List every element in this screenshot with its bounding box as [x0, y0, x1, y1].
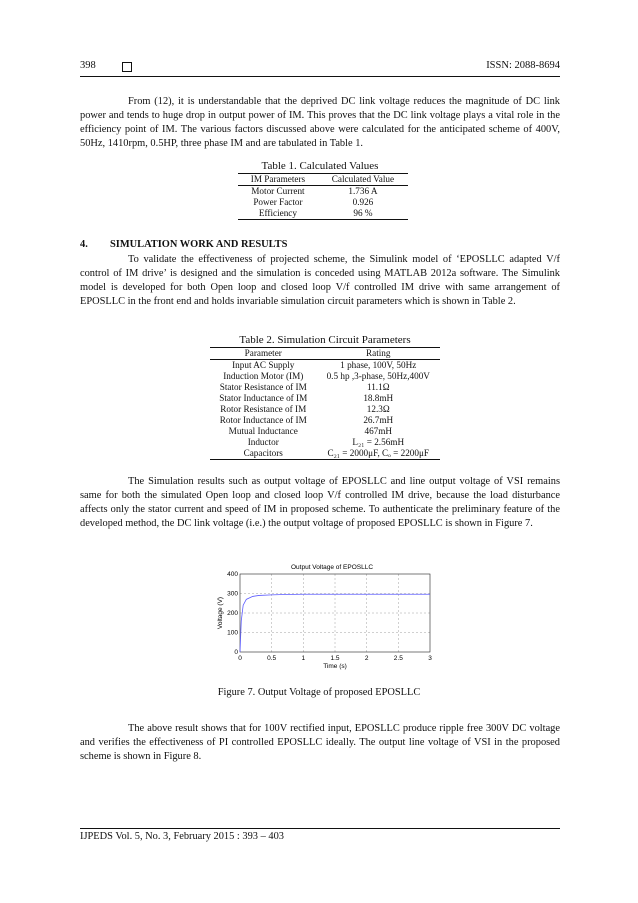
section-title: SIMULATION WORK AND RESULTS	[110, 239, 288, 250]
figure-7-caption: Figure 7. Output Voltage of proposed EPOSLLC	[217, 687, 421, 698]
section-number: 4.	[80, 239, 88, 250]
table-cell: 12.3Ω	[366, 404, 390, 414]
table-2	[210, 347, 440, 460]
table-row	[210, 426, 440, 437]
table-cell: 1 phase, 100V, 50Hz	[340, 360, 417, 370]
y-axis-label: Voltage (V)	[217, 596, 224, 630]
paragraph-2: To validate the effectiveness of projected scheme, the Simulink model of ‘EPOSLLC adapted V/f control of IM drive’ is designed and the simulation is conceded using MATLAB 2012a software. The Simulink model is developed for both Open loop and closed loop V/f controlled IM drive with same arrangement of EPOSLLC in the front end and holds invariable simulation circuit parameters which is shown in Table 2.	[80, 254, 560, 307]
table-1-caption: Table 1. Calculated Values	[261, 160, 379, 172]
x-tick-label: 2.5	[393, 655, 403, 662]
table-row	[210, 448, 440, 460]
y-tick-label: 0	[234, 649, 238, 657]
table-cell: Mutual Inductance	[228, 426, 298, 436]
table-cell: Rotor Resistance of IM	[220, 404, 307, 414]
table-cell: Rotor Inductance of IM	[219, 415, 307, 425]
page-header	[80, 60, 560, 76]
x-tick-label: 3	[428, 655, 432, 662]
table-cell: Inductor	[247, 437, 279, 447]
table-cell: Induction Motor (IM)	[223, 371, 304, 381]
chart-title: Output Voltage of EPOSLLC	[290, 564, 374, 571]
square-bullet-icon	[122, 62, 132, 72]
page-footer: IJPEDS Vol. 5, No. 3, February 2015 : 393 – 403	[80, 831, 284, 842]
table-cell: Motor Current	[251, 186, 305, 196]
table-row	[210, 382, 440, 393]
section-heading	[80, 239, 287, 250]
table-cell: L₂₁ = 2.56mH	[352, 437, 405, 447]
chart-ticks	[227, 571, 432, 662]
table-row	[238, 186, 408, 198]
table-row	[210, 437, 440, 448]
table-cell: 0.926	[352, 197, 374, 207]
table-row	[210, 393, 440, 404]
table-1	[238, 173, 408, 220]
table-cell: 26.7mH	[363, 415, 394, 425]
table-cell: Capacitors	[210, 448, 317, 460]
table-cell: 18.8mH	[363, 393, 394, 403]
table-cell: Efficiency	[238, 208, 318, 220]
x-tick-label: 2	[364, 655, 369, 662]
table-row	[210, 360, 440, 372]
table-cell: Stator Resistance of IM	[219, 382, 307, 392]
output-voltage-chart	[200, 562, 440, 674]
x-tick-label: 1	[301, 655, 306, 662]
header-rule	[80, 76, 560, 77]
footer-rule	[80, 828, 560, 829]
table-cell: C₂₁ = 2000μF, Cₒ = 2200μF	[317, 448, 441, 460]
table-1-header: Calculated Value	[318, 174, 408, 186]
x-tick-label: 0	[238, 655, 242, 662]
table-cell: 0.5 hp ,3-phase, 50Hz,400V	[326, 371, 430, 381]
y-tick-label: 300	[227, 590, 238, 598]
table-cell: Power Factor	[253, 197, 303, 207]
table-cell: 1.736 A	[348, 186, 378, 196]
y-tick-label: 200	[227, 610, 238, 618]
table-row	[210, 415, 440, 426]
table-cell: 467mH	[364, 426, 393, 436]
table-1-header: IM Parameters	[238, 174, 318, 186]
table-row	[238, 197, 408, 208]
paragraph-1: From (12), it is understandable that the deprived DC link voltage reduces the magnitude of DC link power and tends to huge drop in output power of IM. This proves that the DC link voltage plays a vital role in the efficiency point of IM. The various factors discussed above were calculated for the anticipated scheme of 400V, 50Hz, 1410rpm, 0.5HP, three phase IM and are tabulated in Table 1.	[80, 96, 560, 149]
paragraph-3: The Simulation results such as output voltage of EPOSLLC and line output voltage of VSI remains same for both the simulated Open loop and closed loop V/f controlled IM drive, because the load disturbance affects only the stator current and speed of IM in proposed scheme. To authenticate the preliminary feature of the developed method, the DC link voltage (i.e.) the output voltage of proposed EPOSLLC is shown in Figure 7.	[80, 476, 560, 529]
table-row	[210, 371, 440, 382]
y-tick-label: 100	[227, 629, 238, 637]
chart-grid	[240, 574, 430, 652]
table-cell: 96 %	[318, 208, 408, 220]
table-cell: 11.1Ω	[366, 382, 390, 392]
paragraph-4: The above result shows that for 100V rectified input, EPOSLLC produce ripple free 300V DC voltage and verifies the effectiveness of PI controlled EPOSLLC ideally. The output line voltage of VSI in the proposed scheme is shown in Figure 8.	[80, 723, 560, 762]
y-tick-label: 400	[227, 571, 238, 579]
table-row	[210, 404, 440, 415]
table-cell: Input AC Supply	[232, 360, 295, 370]
x-axis-label: Time (s)	[323, 663, 347, 670]
x-tick-label: 1.5	[330, 655, 340, 662]
x-tick-label: 0.5	[267, 655, 277, 662]
table-2-header: Rating	[317, 348, 441, 360]
page-number: 398	[80, 60, 96, 71]
table-2-caption: Table 2. Simulation Circuit Parameters	[239, 334, 411, 346]
table-cell: Stator Inductance of IM	[219, 393, 308, 403]
issn: ISSN: 2088-8694	[486, 60, 560, 71]
table-2-header: Parameter	[210, 348, 317, 360]
table-row	[238, 208, 408, 220]
